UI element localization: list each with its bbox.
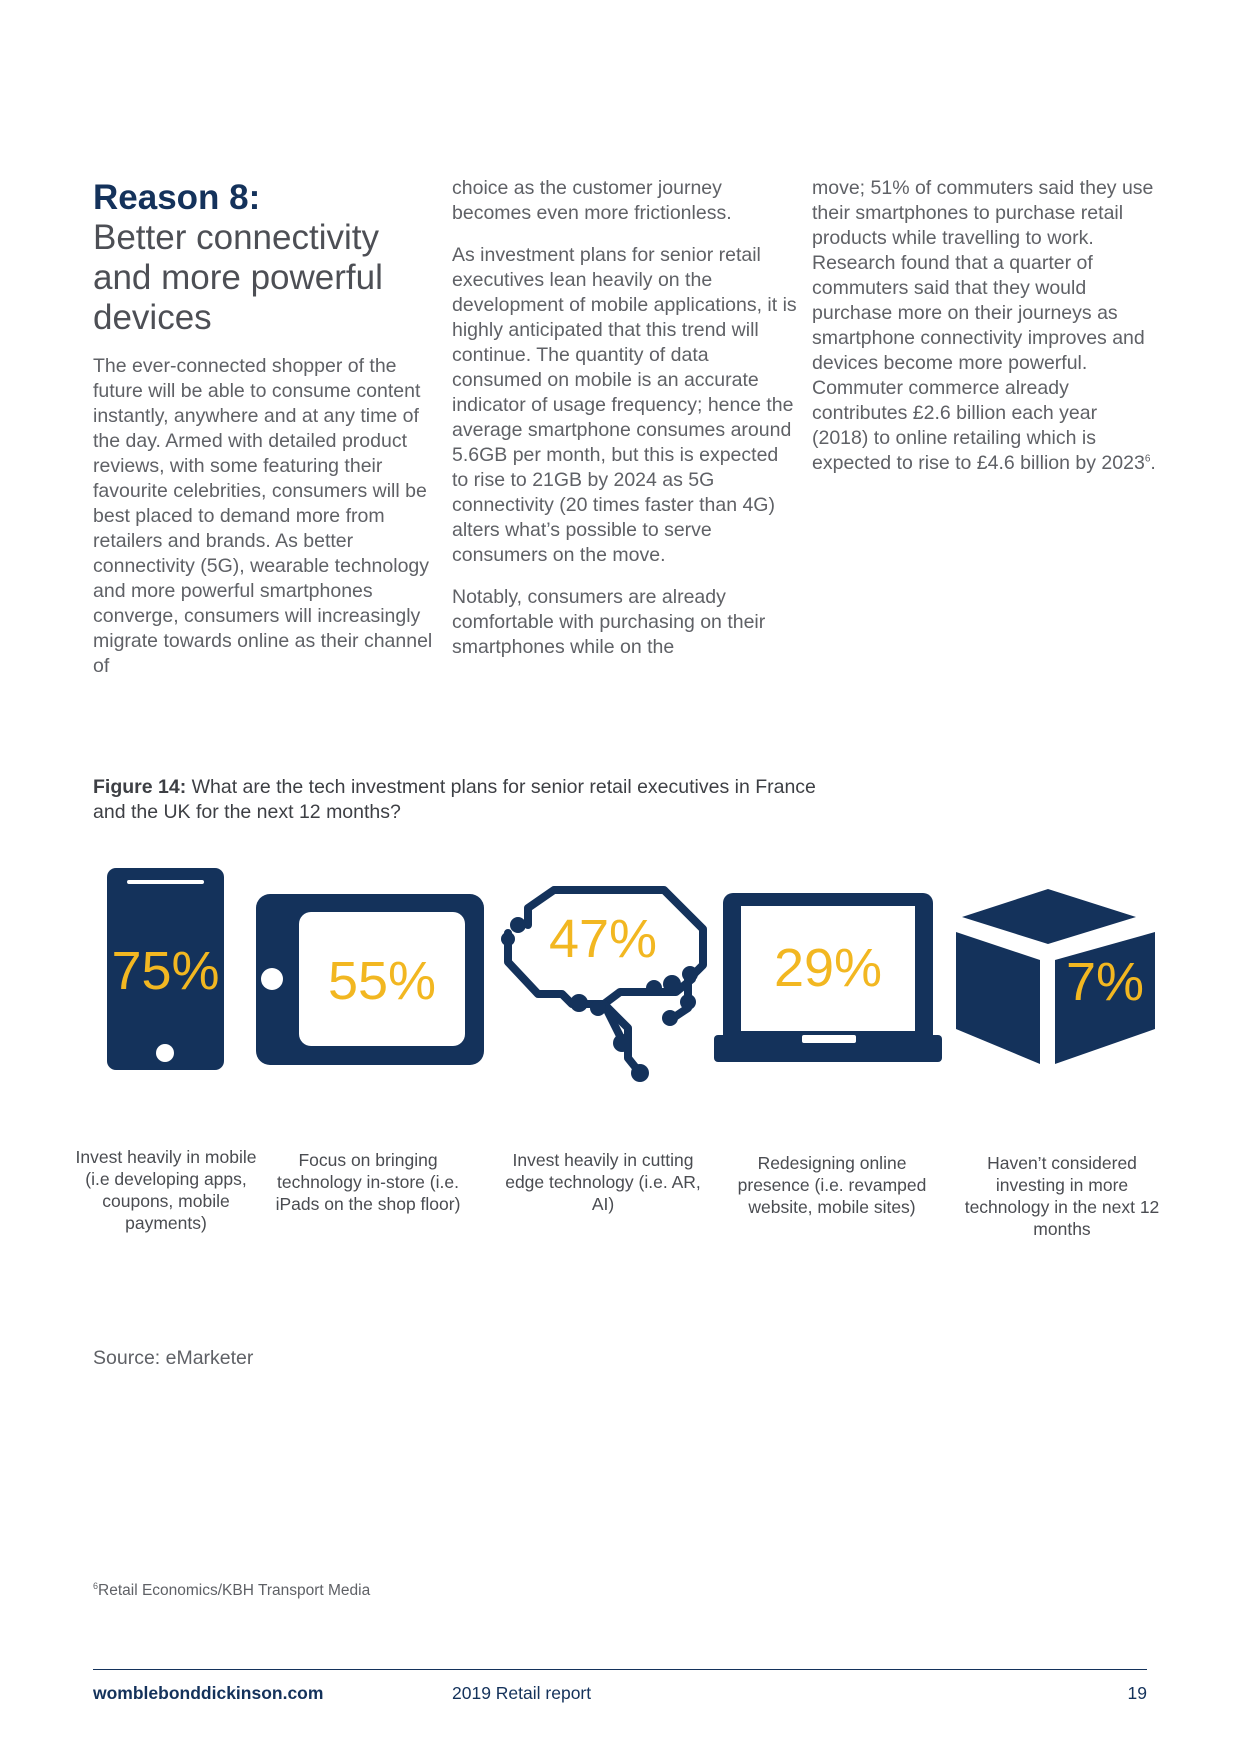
paragraph: The ever-connected shopper of the future will be able to consume content instantly, anywhere and at any time of the day. Armed with detailed product reviews, with some featuring their favourite celebrities, consumers will be best placed to demand more from retailers and brands. As better connectivity (5G), wearable technology and more powerful smartphones converge, consumers will increasingly migrate towards online as their channel of <box>93 355 433 677</box>
stat-value: 29% <box>773 938 883 998</box>
section-heading <box>93 178 438 338</box>
footnote-marker: 6 <box>93 1580 99 1591</box>
body-column-2 <box>452 176 797 677</box>
stat-value: 47% <box>548 909 658 969</box>
paragraph: As investment plans for senior retail executives lean heavily on the development of mobile applications, it is highly anticipated that this trend will continue. The quantity of data consumed on mobile is an accurate indicator of usage frequency; hence the average smartphone consumes around 5.6GB per month, but this is expected to rise to 21GB by 2024 as 5G connectivity (20 times faster than 4G) alters what’s possible to serve consumers on the move. <box>452 244 797 566</box>
body-column-1 <box>93 354 433 696</box>
stat-value: 7% <box>1065 952 1145 1012</box>
stat-label: Focus on bringing technology in-store (i.e. iPads on the shop floor) <box>275 1150 461 1214</box>
body-column-3 <box>812 176 1157 493</box>
stat-label: Redesigning online presence (i.e. revamped website, mobile sites) <box>737 1153 927 1217</box>
paragraph-end: . <box>1150 452 1156 474</box>
stat-label: Invest heavily in mobile (i.e developing apps, coupons, mobile payments) <box>75 1147 257 1233</box>
stat-label: Invest heavily in cutting edge technology (i.e. AR, AI) <box>505 1150 701 1214</box>
stat-value: 55% <box>327 951 437 1011</box>
footnote <box>93 1582 370 1600</box>
footer-divider <box>93 1669 1147 1670</box>
figure-infographic <box>0 860 1240 1100</box>
stat-value: 75% <box>111 941 220 1001</box>
paragraph: choice as the customer journey becomes even more frictionless. <box>452 177 732 224</box>
footer-website-link[interactable]: womblebonddickinson.com <box>93 1683 324 1703</box>
figure-caption <box>93 775 833 825</box>
paragraph <box>812 176 1157 476</box>
figure-label: Figure 14: <box>93 776 187 798</box>
figure-question: What are the tech investment plans for senior retail executives in France and the UK for the next 12 months? <box>93 776 816 823</box>
footnote-ref: 6 <box>1144 453 1151 465</box>
page-number: 19 <box>1127 1683 1147 1703</box>
figure-source: Source: eMarketer <box>93 1347 254 1369</box>
stat-label: Haven’t considered investing in more technology in the next 12 months <box>964 1153 1160 1239</box>
footnote-text: Retail Economics/KBH Transport Media <box>98 1582 371 1599</box>
paragraph-text: move; 51% of commuters said they use their smartphones to purchase retail products while travelling to work. Research found that a quarter of commuters said that they would purchase more on their journeys as smartphone connectivity improves and devices become more powerful. Commuter commerce already contributes £2.6 billion each year (2018) to online retailing which is expected to rise to £4.6 billion by 2023 <box>812 177 1154 474</box>
section-number: Reason 8: <box>93 178 261 217</box>
paragraph: Notably, consumers are already comfortable with purchasing on their smartphones while on the <box>452 586 766 658</box>
footer-report-title: 2019 Retail report <box>452 1683 592 1703</box>
section-subtitle: Better connectivity and more powerful devices <box>93 218 383 337</box>
